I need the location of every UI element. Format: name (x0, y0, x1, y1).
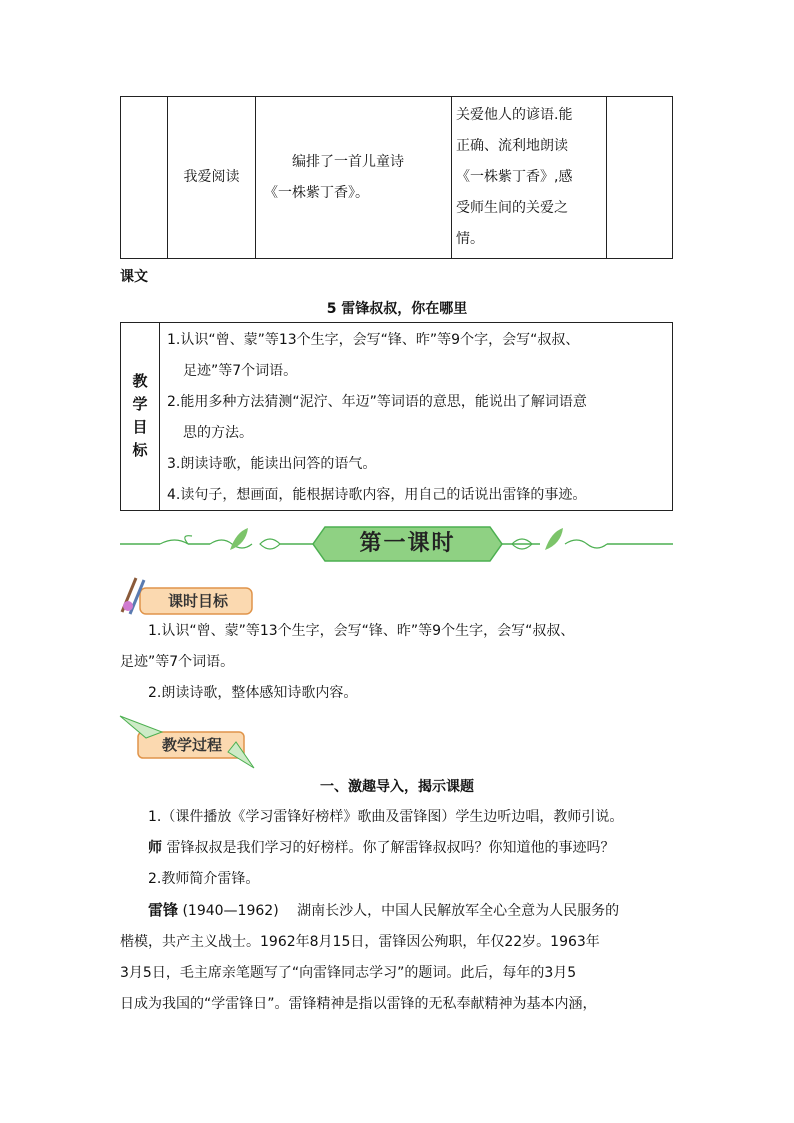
goal-line: 1.认识“曾、蒙”等13个生字，会写“锋、昨”等9个字，会写“叔叔、 (167, 332, 580, 348)
teaching-goals-box (120, 322, 673, 511)
reading-label: 我爱阅读 (183, 169, 240, 185)
label-char: 目 (132, 418, 148, 436)
content-line: 《一株紫丁香》。 (264, 184, 369, 201)
period-goal-line: 足迹”等7个词语。 (120, 654, 235, 670)
leaf-icon (230, 528, 248, 550)
lesson-banner (120, 520, 673, 568)
bio-line: 湖南长沙人，中国人民解放军全心全意为人民服务的 (297, 903, 620, 919)
period-goal-line: 2.朗读诗歌，整体感知诗歌内容。 (148, 685, 358, 701)
badge-text: 课时目标 (167, 592, 228, 610)
goal-line: 《一株紫丁香》,感 (456, 169, 573, 185)
section-title: 一、激趣导入，揭示课题 (320, 779, 474, 795)
teaching-goals-label (121, 323, 160, 510)
section-label: 课文 (120, 269, 148, 285)
goal-line: 关爱他人的谚语.能 (456, 107, 573, 123)
bio-name: 雷锋 (148, 901, 179, 919)
label-char: 教 (132, 372, 148, 390)
period-goal-line: 1.认识“曾、蒙”等13个生字，会写“锋、昨”等9个生字，会写“叔叔、 (148, 623, 575, 639)
badge-text: 教学过程 (161, 736, 222, 754)
table-cell-content (256, 97, 452, 259)
top-table (120, 96, 673, 259)
table-cell-empty (121, 97, 168, 259)
goal-line: 足迹”等7个词语。 (183, 363, 298, 379)
table-cell-empty (607, 97, 673, 259)
banner-title: 第一课时 (359, 531, 456, 556)
bio-line: 3月5日，毛主席亲笔题写了“向雷锋同志学习”的题词。此后，每年的3月5 (120, 965, 577, 981)
goal-line: 正确、流利地朗读 (456, 138, 568, 154)
goal-line: 2.能用多种方法猜测“泥泞、年迈”等词语的意思，能说出了解词语意 (167, 394, 587, 410)
step-line: 2.教师简介雷锋。 (148, 871, 260, 887)
step-line: 1.（课件播放《学习雷锋好榜样》歌曲及雷锋图）学生边听边唱，教师引说。 (148, 809, 624, 825)
bio-line: 楷模，共产主义战士。1962年8月15日，雷锋因公殉职，年仅22岁。1963年 (120, 934, 600, 950)
goal-line: 3.朗读诗歌，能读出问答的语气。 (167, 456, 377, 472)
goal-line: 4.读句子，想画面，能根据诗歌内容，用自己的话说出雷锋的事迹。 (167, 487, 587, 503)
bio-years: (1940—1962) (182, 903, 279, 919)
leaf-icon (545, 528, 563, 550)
table-cell-goal (452, 97, 607, 259)
teacher-label: 师 (148, 840, 162, 856)
label-char: 学 (132, 395, 148, 413)
label-char: 标 (132, 441, 148, 459)
lesson-title: 5 雷锋叔叔，你在哪里 (326, 301, 468, 317)
content-line: 编排了一首儿童诗 (292, 153, 404, 170)
bio-line: 日成为我国的“学雷锋日”。雷锋精神是指以雷锋的无私奉献精神为基本内涵， (120, 996, 597, 1012)
goal-line: 情。 (456, 231, 484, 247)
table-cell-reading (168, 97, 256, 259)
teacher-line: 雷锋叔叔是我们学习的好榜样。你了解雷锋叔叔吗？你知道他的事迹吗？ (166, 840, 615, 856)
teaching-process-badge (118, 712, 258, 770)
period-goals-badge (118, 576, 258, 618)
goal-line: 思的方法。 (183, 425, 253, 441)
goal-line: 受师生间的关爱之 (456, 200, 568, 216)
